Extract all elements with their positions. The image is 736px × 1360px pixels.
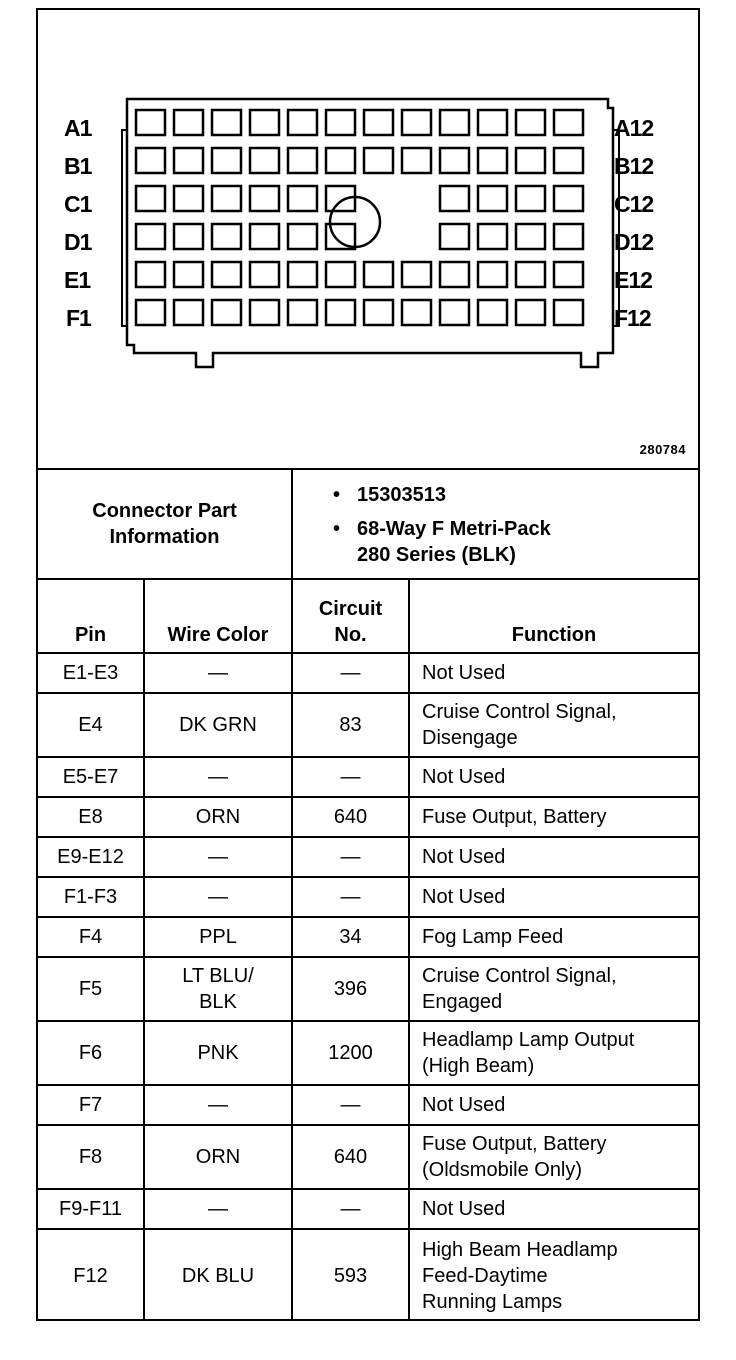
row-label-left-b: B1 xyxy=(64,153,92,179)
header-wire-color: Wire Color xyxy=(144,579,292,653)
pin-cell: F7 xyxy=(38,1085,144,1125)
cavity-d10 xyxy=(478,224,507,249)
cavity-a10 xyxy=(478,110,507,135)
row-label-left-f: F1 xyxy=(66,305,91,331)
cavity-e3 xyxy=(212,262,241,287)
cavity-d3 xyxy=(212,224,241,249)
pin-cell: F4 xyxy=(38,917,144,957)
cavity-b5 xyxy=(288,148,317,173)
row-label-left-c: C1 xyxy=(64,191,92,217)
pinout-table-body xyxy=(38,653,698,1321)
pin-cell: F12 xyxy=(38,1229,144,1321)
header-pin: Pin xyxy=(38,579,144,653)
connector-outline xyxy=(127,99,613,367)
cavity-e8 xyxy=(402,262,431,287)
cavity-b10 xyxy=(478,148,507,173)
function-cell: Fog Lamp Feed xyxy=(409,917,698,957)
connector-description xyxy=(357,516,717,568)
figure-number: 280784 xyxy=(639,442,686,457)
wire-color-cell: PNK xyxy=(144,1021,292,1085)
cavity-d5 xyxy=(288,224,317,249)
circuit-cell: — xyxy=(292,877,409,917)
connector-info-heading-line2: Information xyxy=(109,526,220,548)
wire-color-cell: ORN xyxy=(144,1125,292,1189)
wire-color-cell: — xyxy=(144,757,292,797)
wire-color-cell: DK BLU xyxy=(144,1229,292,1321)
circuit-cell: 34 xyxy=(292,917,409,957)
row-label-right-e: E12 xyxy=(614,267,652,293)
wire-color-cell: — xyxy=(144,1189,292,1229)
row-label-left-a: A1 xyxy=(64,115,92,141)
function-cell: Cruise Control Signal, Engaged xyxy=(409,957,698,1021)
row-label-left-d: D1 xyxy=(64,229,92,255)
pin-cell: F1-F3 xyxy=(38,877,144,917)
cavity-d1 xyxy=(136,224,165,249)
cavity-a2 xyxy=(174,110,203,135)
table-row xyxy=(38,1021,698,1085)
table-row xyxy=(38,757,698,797)
circuit-cell: — xyxy=(292,837,409,877)
function-cell: Fuse Output, Battery xyxy=(409,797,698,837)
connector-part-info xyxy=(38,468,698,578)
table-row xyxy=(38,693,698,757)
circuit-cell: 640 xyxy=(292,797,409,837)
table-row xyxy=(38,1229,698,1321)
table-row xyxy=(38,1085,698,1125)
cavity-b8 xyxy=(402,148,431,173)
description-line2: 280 Series (BLK) xyxy=(357,544,516,566)
function-cell: Not Used xyxy=(409,653,698,693)
circuit-cell: 1200 xyxy=(292,1021,409,1085)
cavity-f8 xyxy=(402,300,431,325)
circuit-cell: 396 xyxy=(292,957,409,1021)
table-row xyxy=(38,837,698,877)
table-row xyxy=(38,1189,698,1229)
bullet-dot: • xyxy=(333,484,341,506)
cavity-e12 xyxy=(554,262,583,287)
header-circuit-line1: Circuit xyxy=(318,598,383,620)
cavity-f5 xyxy=(288,300,317,325)
cavity-a6 xyxy=(326,110,355,135)
cavity-f7 xyxy=(364,300,393,325)
pin-cell: E9-E12 xyxy=(38,837,144,877)
cavity-e9 xyxy=(440,262,469,287)
cavity-b1 xyxy=(136,148,165,173)
function-cell: Headlamp Lamp Output (High Beam) xyxy=(409,1021,698,1085)
cavity-b11 xyxy=(516,148,545,173)
function-cell: Not Used xyxy=(409,877,698,917)
bullet-dot: • xyxy=(333,518,341,540)
cavity-f9 xyxy=(440,300,469,325)
connector-info-heading-line1: Connector Part xyxy=(92,500,237,522)
pin-cell: F8 xyxy=(38,1125,144,1189)
cavity-e1 xyxy=(136,262,165,287)
wire-color-cell: — xyxy=(144,837,292,877)
cavity-f6 xyxy=(326,300,355,325)
cavity-a7 xyxy=(364,110,393,135)
cavity-b9 xyxy=(440,148,469,173)
circuit-cell: — xyxy=(292,1189,409,1229)
row-label-right-f: F12 xyxy=(614,305,651,331)
cavity-a9 xyxy=(440,110,469,135)
function-cell: Fuse Output, Battery (Oldsmobile Only) xyxy=(409,1125,698,1189)
cavity-a12 xyxy=(554,110,583,135)
circuit-cell: — xyxy=(292,757,409,797)
cavity-d9 xyxy=(440,224,469,249)
cavity-e5 xyxy=(288,262,317,287)
cavity-e4 xyxy=(250,262,279,287)
cavity-a11 xyxy=(516,110,545,135)
cavity-c2 xyxy=(174,186,203,211)
pinout-header-row xyxy=(38,579,698,653)
cavity-f10 xyxy=(478,300,507,325)
table-row xyxy=(38,957,698,1021)
row-label-right-a: A12 xyxy=(614,115,654,141)
row-label-left-e: E1 xyxy=(64,267,91,293)
cavity-a5 xyxy=(288,110,317,135)
pin-cell: F9-F11 xyxy=(38,1189,144,1229)
cavity-e7 xyxy=(364,262,393,287)
cavity-e10 xyxy=(478,262,507,287)
cavity-b7 xyxy=(364,148,393,173)
cavity-f1 xyxy=(136,300,165,325)
cavity-c4 xyxy=(250,186,279,211)
cavity-a4 xyxy=(250,110,279,135)
wire-color-cell: DK GRN xyxy=(144,693,292,757)
table-row xyxy=(38,877,698,917)
cavity-f2 xyxy=(174,300,203,325)
cavity-c9 xyxy=(440,186,469,211)
pin-cell: E5-E7 xyxy=(38,757,144,797)
function-cell: High Beam Headlamp Feed-Daytime Running Lamps xyxy=(409,1229,698,1321)
cavity-f11 xyxy=(516,300,545,325)
header-circuit-no xyxy=(292,579,409,653)
wire-color-cell: LT BLU/ BLK xyxy=(144,957,292,1021)
cavity-a3 xyxy=(212,110,241,135)
cavity-b2 xyxy=(174,148,203,173)
function-cell: Not Used xyxy=(409,1085,698,1125)
cavity-d11 xyxy=(516,224,545,249)
cavity-b6 xyxy=(326,148,355,173)
cavity-b12 xyxy=(554,148,583,173)
cavity-d12 xyxy=(554,224,583,249)
row-label-right-c: C12 xyxy=(614,191,654,217)
cavity-e2 xyxy=(174,262,203,287)
cavity-b3 xyxy=(212,148,241,173)
table-row xyxy=(38,653,698,693)
part-number: 15303513 xyxy=(357,484,446,506)
wire-color-cell: PPL xyxy=(144,917,292,957)
function-cell: Not Used xyxy=(409,1189,698,1229)
pin-cell: E4 xyxy=(38,693,144,757)
cavity-e6 xyxy=(326,262,355,287)
cavity-d4 xyxy=(250,224,279,249)
wire-color-cell: ORN xyxy=(144,797,292,837)
cavity-c5 xyxy=(288,186,317,211)
function-cell: Not Used xyxy=(409,837,698,877)
cavity-f4 xyxy=(250,300,279,325)
row-label-right-b: B12 xyxy=(614,153,654,179)
pinout-table xyxy=(38,578,698,1321)
wire-color-cell: — xyxy=(144,877,292,917)
pin-cell: E1-E3 xyxy=(38,653,144,693)
pin-cell: F6 xyxy=(38,1021,144,1085)
pin-cell: F5 xyxy=(38,957,144,1021)
cavity-c11 xyxy=(516,186,545,211)
connector-info-details xyxy=(293,470,698,578)
cavity-c3 xyxy=(212,186,241,211)
circuit-cell: — xyxy=(292,1085,409,1125)
circuit-cell: 83 xyxy=(292,693,409,757)
description-line1: 68-Way F Metri-Pack xyxy=(357,518,551,540)
cavity-grid xyxy=(136,110,583,325)
diagram-frame xyxy=(36,8,700,1321)
table-row xyxy=(38,917,698,957)
circuit-cell: 593 xyxy=(292,1229,409,1321)
cavity-e11 xyxy=(516,262,545,287)
header-function: Function xyxy=(409,579,698,653)
cavity-f3 xyxy=(212,300,241,325)
connector-info-heading xyxy=(38,470,293,578)
wire-color-cell: — xyxy=(144,653,292,693)
connector-face-svg xyxy=(38,10,698,468)
table-row xyxy=(38,1125,698,1189)
cavity-a8 xyxy=(402,110,431,135)
cavity-a1 xyxy=(136,110,165,135)
circuit-cell: — xyxy=(292,653,409,693)
cavity-c10 xyxy=(478,186,507,211)
function-cell: Cruise Control Signal, Disengage xyxy=(409,693,698,757)
table-row xyxy=(38,797,698,837)
function-cell: Not Used xyxy=(409,757,698,797)
connector-drawing xyxy=(38,10,698,468)
circuit-cell: 640 xyxy=(292,1125,409,1189)
pin-cell: E8 xyxy=(38,797,144,837)
cavity-c12 xyxy=(554,186,583,211)
cavity-f12 xyxy=(554,300,583,325)
cavity-d2 xyxy=(174,224,203,249)
row-label-right-d: D12 xyxy=(614,229,654,255)
cavity-b4 xyxy=(250,148,279,173)
wire-color-cell: — xyxy=(144,1085,292,1125)
header-circuit-line2: No. xyxy=(334,624,367,646)
cavity-c1 xyxy=(136,186,165,211)
